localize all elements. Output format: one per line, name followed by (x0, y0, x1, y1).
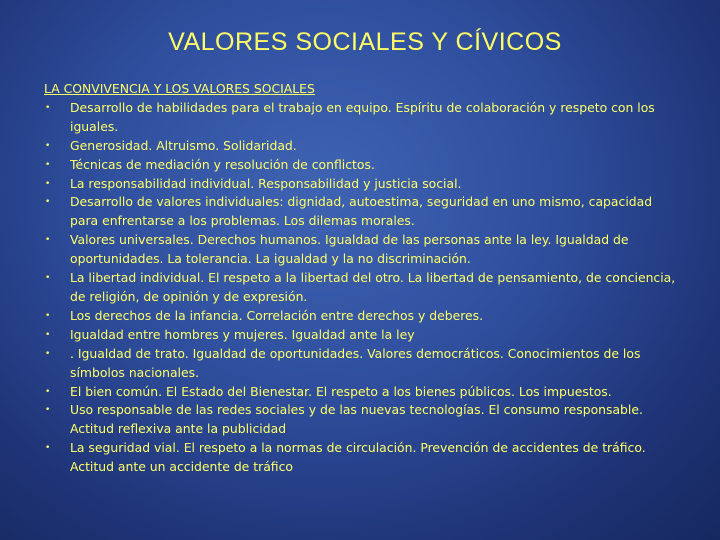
slide-title: VALORES SOCIALES Y CÍVICOS (168, 28, 562, 56)
bullet-icon: • (45, 443, 51, 454)
list-item-text: Igualdad entre hombres y mujeres. Igualdad ante la ley (70, 326, 415, 342)
bullet-list (44, 99, 684, 477)
bullet-icon: • (45, 405, 51, 416)
list-item-text: Generosidad. Altruismo. Solidaridad. (70, 137, 297, 153)
list-item-text: La seguridad vial. El respeto a la normas de circulación. Prevención de accidentes de tráfico. Actitud ante un accidente de tráfico (70, 440, 646, 475)
list-item (44, 99, 684, 137)
bullet-icon: • (45, 159, 51, 170)
bullet-icon: • (45, 386, 51, 397)
list-item-text: Valores universales. Derechos humanos. Igualdad de las personas ante la ley. Igualdad de oportunidades. La tolerancia. La igualdad y la no discriminación. (70, 232, 629, 267)
list-item-text: La responsabilidad individual. Responsabilidad y justicia social. (70, 175, 462, 191)
bullet-icon: • (45, 235, 51, 246)
list-item (44, 383, 684, 402)
list-item (44, 307, 684, 326)
bullet-icon: • (45, 273, 51, 284)
bullet-icon: • (45, 102, 51, 113)
list-item (44, 231, 684, 269)
list-item (44, 345, 684, 383)
bullet-icon: • (45, 178, 51, 189)
list-item-text: El bien común. El Estado del Bienestar. El respeto a los bienes públicos. Los impuestos. (70, 383, 612, 399)
list-item (44, 401, 684, 439)
list-item-text: La libertad individual. El respeto a la libertad del otro. La libertad de pensamiento, de conciencia, de religión, de opinión y de expresión. (70, 270, 676, 304)
list-item (44, 175, 684, 194)
list-item-text: Técnicas de mediación y resolución de conflictos. (70, 156, 375, 172)
list-item-text: . Igualdad de trato. Igualdad de oportunidades. Valores democráticos. Conocimientos de los símbolos nacionales. (70, 345, 641, 380)
list-item-text: Desarrollo de valores individuales: dignidad, autoestima, seguridad en uno mismo, capacidad para enfrentarse a los problemas. Los dilemas morales. (70, 194, 653, 229)
bullet-icon: • (45, 348, 51, 359)
bullet-icon: • (45, 310, 51, 321)
list-item-text: Uso responsable de las redes sociales y de las nuevas tecnologías. El consumo responsable. Actitud reflexiva ante la publicidad (70, 402, 643, 437)
bullet-icon: • (45, 140, 51, 151)
slide-content (44, 80, 684, 477)
list-item (44, 326, 684, 345)
section-heading: LA CONVIVENCIA Y LOS VALORES SOCIALES (44, 81, 315, 96)
bullet-icon: • (45, 329, 51, 340)
list-item (44, 193, 684, 231)
list-item (44, 439, 684, 477)
list-item (44, 137, 684, 156)
list-item (44, 156, 684, 175)
bullet-icon: • (45, 197, 51, 208)
list-item-text: Desarrollo de habilidades para el trabajo en equipo. Espíritu de colaboración y respeto con los iguales. (70, 99, 655, 134)
list-item (44, 269, 684, 307)
list-item-text: Los derechos de la infancia. Correlación entre derechos y deberes. (70, 307, 484, 323)
